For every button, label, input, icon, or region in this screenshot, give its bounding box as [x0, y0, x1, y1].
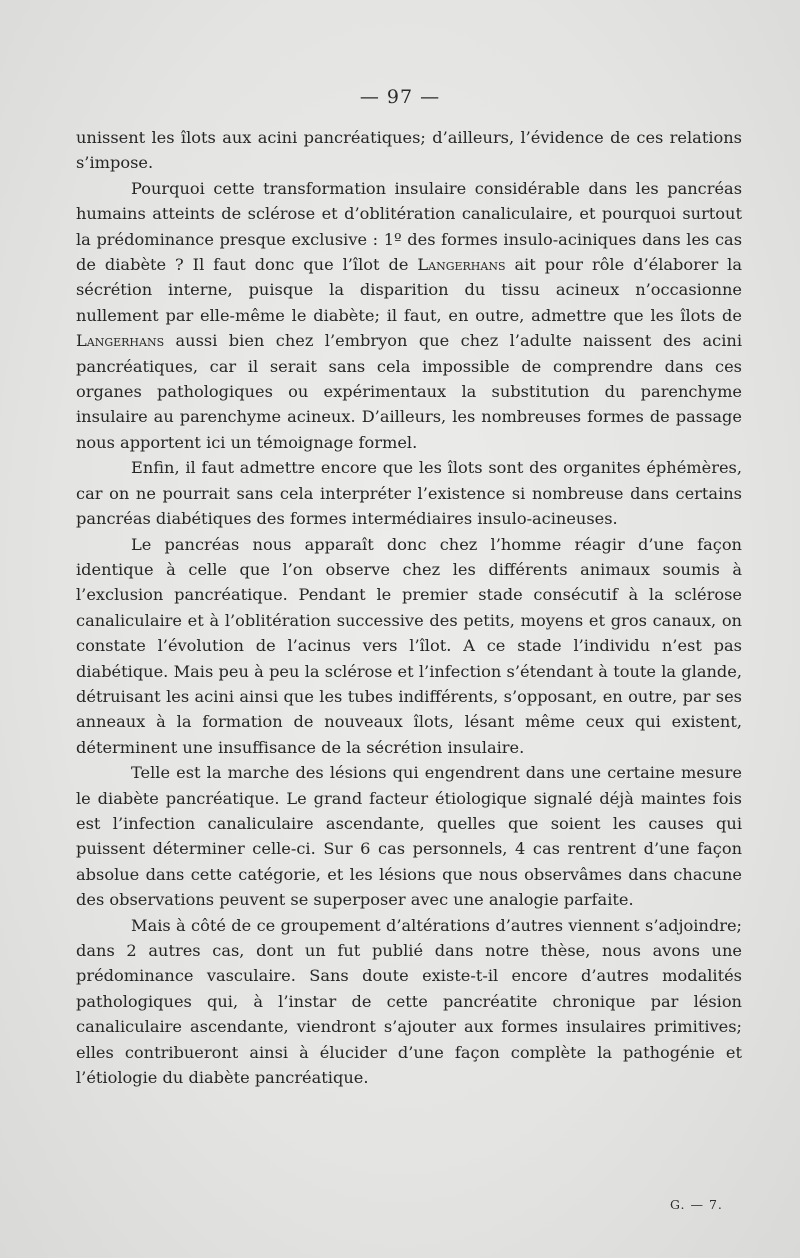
paragraph-6: Mais à côté de ce groupement d’altérations d’autres viennent s’adjoindre; dans 2 autres cas, dont un fut publié dans notre thèse, nous avons une prédominance vasculaire. Sans doute existe-t-il encore d’autres modalités pathologiques qui, à l’instar de cette pancréatite chronique par lésion canaliculaire ascendante, viendront s’ajouter aux formes insulaires primitives; elles contribueront ainsi à élucider d’une façon complète la pathogénie et l’étiologie du diabète pancréatique.	[76, 915, 742, 1088]
paragraph-3: Enfin, il faut admettre encore que les îlots sont des organites éphémères, car on ne pourrait sans cela interpréter l’existence si nombreuse dans certains pancréas diabétiques des formes intermédiaires insulo-acineuses.	[76, 458, 742, 529]
paragraph-2-part-c: aussi bien chez l’embryon que chez l’adulte naissent des acini pancréatiques, car il serait sans cela impossible de comprendre dans ces organes pathologiques ou expérimentaux la substitution du parenchyme insulaire au parenchyme acineux. D’ailleurs, les nombreuses formes de passage nous apportent ici un témoignage formel.	[76, 331, 742, 452]
page-number: — 97 —	[359, 86, 441, 108]
body-text	[76, 125, 742, 1090]
author-name-langerhans: Langerhans	[417, 255, 506, 275]
paragraph-1: unissent les îlots aux acini pancréatiques; d’ailleurs, l’évidence de ces relations s’impose.	[76, 128, 742, 173]
paragraph-2	[76, 176, 742, 455]
author-name-langerhans: Langerhans	[76, 331, 165, 351]
paragraph-5: Telle est la marche des lésions qui engendrent dans une certaine mesure le diabète pancréatique. Le grand facteur étiologique signalé déjà maintes fois est l’infection canaliculaire ascendante, quelles que soient les causes qui puissent déterminer celle-ci. Sur 6 cas personnels, 4 cas rentrent d’une façon absolue dans cette catégorie, et les lésions que nous observâmes dans chacune des observations peuvent se superposer avec une analogie parfaite.	[76, 763, 742, 910]
paragraph-2-part-a: Pourquoi cette transformation insulaire considérable dans les pancréas humains atteints de sclérose et d’oblitération canaliculaire, et pourquoi surtout la prédominance presque exclusive : 1º des formes insulo-aciniques dans les cas de diabète ? Il faut donc que l’îlot de	[76, 178, 742, 275]
paragraph-2-part-b: ait pour rôle d’élaborer la sécrétion interne, puisque la disparition du tissu acineux n’occasionne nullement par elle-même le diabète; il faut, en outre, admettre que les îlots de	[76, 255, 742, 325]
paragraph-4: Le pancréas nous apparaît donc chez l’homme réagir d’une façon identique à celle que l’on observe chez les différents animaux soumis à l’exclusion pancréatique. Pendant le premier stade consécutif à la sclérose canaliculaire et à l’oblitération successive des petits, moyens et gros canaux, on constate l’évolution de l’acinus vers l’îlot. A ce stade l’individu n’est pas diabétique. Mais peu à peu la sclérose et l’infection s’étendant à toute la glande, détruisant les acini ainsi que les tubes indifférents, s’opposant, en outre, par ses anneaux à la formation de nouveaux îlots, lésant même ceux qui existent, déterminent une insuffisance de la sécrétion insulaire.	[76, 534, 742, 757]
signature-mark: G. — 7.	[670, 1197, 723, 1212]
